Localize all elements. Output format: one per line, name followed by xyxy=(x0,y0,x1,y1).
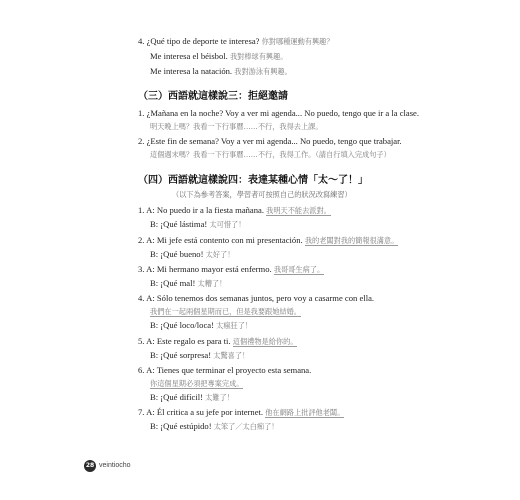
section4-heading: （四）西語就這樣說四：表達某種心情「太～了！」 xyxy=(138,175,368,186)
b-zh: 太可惜了！ xyxy=(209,220,246,229)
a-zh: 你這個星期必須把專案完成。 xyxy=(150,379,244,388)
dialogue-a xyxy=(138,293,374,304)
answer-zh: 我對游泳有興趣。 xyxy=(234,67,292,76)
item-zh: 這個週末嗎？我看一下行事曆……不行，我得工作。（請自行填入完成句子） xyxy=(150,150,391,159)
dialogue-a xyxy=(138,264,324,275)
a-es: 4. A: Sólo tenemos dos semanas juntos, pero voy a casarme con ella. xyxy=(138,293,375,303)
section3-item-1 xyxy=(138,108,419,119)
page-number-badge: 28 xyxy=(84,460,96,472)
dialogue-b xyxy=(150,350,249,361)
dialogue-a xyxy=(138,365,311,376)
section4-subtitle: （以下為參考答案，學習者可按照自己的狀況改寫練習） xyxy=(172,190,352,199)
question-zh: 你對哪種運動有興趣？ xyxy=(261,37,334,46)
b-es: B: ¡Qué bueno! xyxy=(150,249,204,259)
section3-item-2 xyxy=(138,136,402,147)
section3-item-1-zh xyxy=(150,121,323,132)
dialogue-a-zh xyxy=(150,378,243,389)
dialogue-a xyxy=(138,205,331,216)
dialogue-b xyxy=(150,320,252,331)
dialogue-a xyxy=(138,407,344,418)
b-es: B: ¡Qué difícil! xyxy=(150,392,203,402)
item-zh: 明天晚上嗎？我看一下行事曆……不行，我得去上課。 xyxy=(150,122,323,131)
a-es: 6. A: Tienes que terminar el proyecto esta semana. xyxy=(138,365,312,375)
answer-line xyxy=(150,66,292,77)
section3-item-2-zh xyxy=(150,149,391,160)
a-zh: 他在網路上批評他老闆。 xyxy=(265,408,345,417)
b-es: B: ¡Qué sorpresa! xyxy=(150,350,212,360)
dialogue-b xyxy=(150,421,278,432)
b-es: B: ¡Qué estúpido! xyxy=(150,421,212,431)
dialogue-b xyxy=(150,249,234,260)
item-es: 1. ¿Mañana en la noche? Voy a ver mi agenda... No puedo, tengo que ir a la clase. xyxy=(138,108,420,118)
a-zh: 我明天不能去派對。 xyxy=(266,206,331,215)
dialogue-b xyxy=(150,278,226,289)
b-zh: 太糟了！ xyxy=(197,279,227,288)
a-zh: 這個禮物是給你的。 xyxy=(232,337,298,346)
answer-zh: 我對棒球有興趣。 xyxy=(229,52,288,61)
question-line xyxy=(138,36,334,47)
a-es: 5. A: Este regalo es para ti. xyxy=(138,336,231,346)
a-zh: 我的老闆對我的簡報很滿意。 xyxy=(304,236,399,245)
answer-line xyxy=(150,51,287,62)
dialogue-a xyxy=(138,336,297,347)
a-es: 3. A: Mi hermano mayor está enfermo. xyxy=(138,264,272,274)
b-zh: 太好了！ xyxy=(205,250,235,259)
b-zh: 太驚喜了！ xyxy=(213,351,250,360)
a-es: 7. A: Él critica a su jefe por internet. xyxy=(138,407,264,417)
b-es: B: ¡Qué lástima! xyxy=(150,219,208,229)
question-es: 4. ¿Qué tipo de deporte te interesa? xyxy=(138,36,260,46)
a-zh: 我們在一起兩個星期而已，但是我要跟她結婚。 xyxy=(150,307,301,316)
dialogue-b xyxy=(150,219,245,230)
dialogue-a-zh xyxy=(150,306,301,317)
dialogue-b xyxy=(150,392,234,403)
section3-heading: （三）西語就這樣說三：拒絕邀請 xyxy=(138,91,288,102)
b-zh: 太笨了／太白痴了！ xyxy=(213,422,279,431)
answer-es: Me interesa el béisbol. xyxy=(150,51,228,61)
a-zh: 我哥哥生病了。 xyxy=(273,265,325,274)
answer-es: Me interesa la natación. xyxy=(150,66,233,76)
b-es: B: ¡Qué mal! xyxy=(150,278,196,288)
a-es: 2. A: Mi jefe está contento con mi presentación. xyxy=(138,235,303,245)
dialogue-a xyxy=(138,235,398,246)
item-es: 2. ¿Este fin de semana? Voy a ver mi agenda... No puedo, tengo que trabajar. xyxy=(138,136,402,146)
page-number-word: veintiocho xyxy=(99,462,131,469)
b-es: B: ¡Qué loco/loca! xyxy=(150,320,214,330)
a-es: 1. A: No puedo ir a la fiesta mañana. xyxy=(138,205,265,215)
b-zh: 太難了！ xyxy=(205,393,234,402)
b-zh: 太瘋狂了！ xyxy=(216,321,253,330)
